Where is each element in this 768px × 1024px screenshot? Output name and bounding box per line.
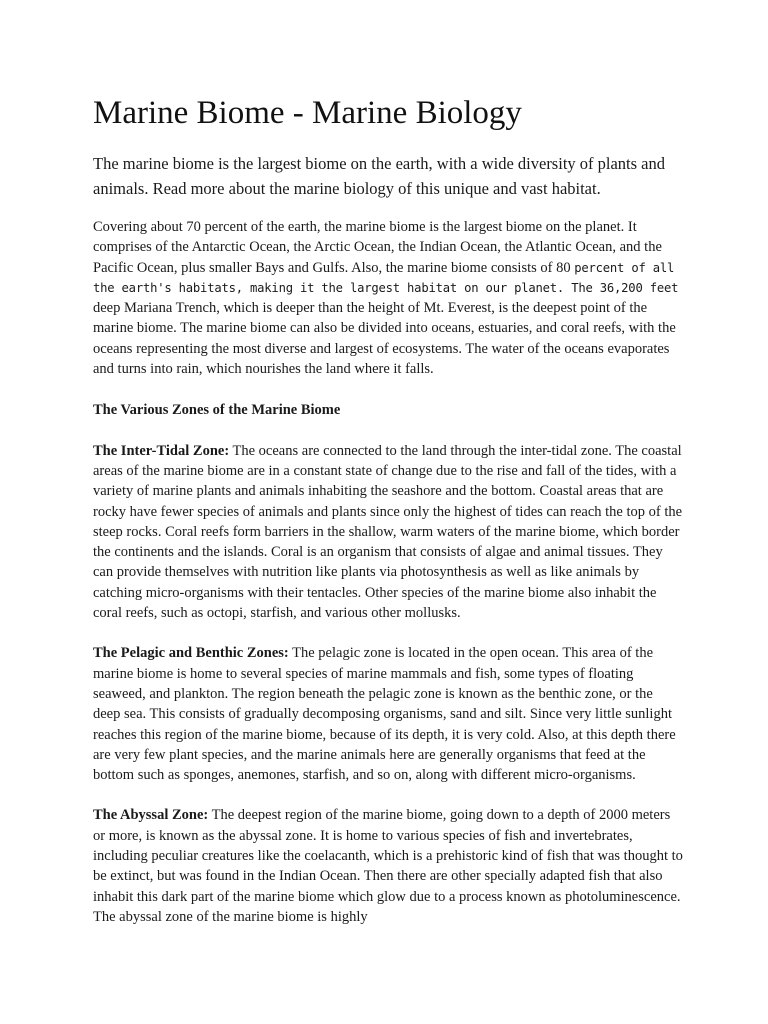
zone-label: The Inter-Tidal Zone: [93, 442, 230, 459]
document-page [93, 92, 683, 927]
zone-text: The deepest region of the marine biome, going down to a depth of 2000 meters or more, is known as the abyssal zone. It is home to various species of fish and invertebrates, including peculiar creatures like the coelacanth, which is a prehistoric kind of fish that was thought to be extinct, but was found in the Indian Ocean. Then there are other specially adapted fish that also inhabit this dark part of the marine biome which glow due to a process known as photoluminescence. The abyssal zone of the marine biome is highly [93, 807, 683, 925]
lead-paragraph: The marine biome is the largest biome on the earth, with a wide diversity of plants and animals. Read more about the marine biology of this unique and vast habitat. [93, 154, 666, 198]
zone-paragraph-inter-tidal [93, 441, 683, 624]
page-title: Marine Biome - Marine Biology [93, 95, 522, 131]
intro-paragraph [93, 217, 683, 379]
intro-text-part-1: Covering about 70 percent of the earth, the marine biome is the largest biome on the planet. It comprises of the Antarctic Ocean, the Arctic Ocean, the Indian Ocean, the Atlantic Ocean, and the Pacific Ocean, plus smaller Bays and Gulfs. Also, the marine biome consists of 80 [93, 219, 662, 276]
zone-text: The oceans are connected to the land through the inter-tidal zone. The coastal areas of the marine biome are in a constant state of change due to the rise and fall of the tides, with a variety of marine plants and animals inhabiting the seashore and the bottom. Coastal areas that are rocky have fewer species of animals and plants since only the highest of tides can reach the top of the steep rocks. Coral reefs form barriers in the shallow, warm waters of the marine biome, which border the continents and the islands. Coral is an organism that consists of algae and animal tissues. They can provide themselves with nutrition like plants via photosynthesis as well as like animals by catching micro-organisms with their tentacles. Other species of the marine biome also inhabit the coral reefs, such as octopi, starfish, and various other mollusks. [93, 442, 683, 622]
zone-paragraph-abyssal [93, 805, 683, 927]
zone-label: The Abyssal Zone: [93, 807, 209, 824]
intro-text-part-3: deep Mariana Trench, which is deeper than the height of Mt. Everest, is the deepest point of the marine biome. The marine biome can also be divided into oceans, estuaries, and coral reefs, with the oceans representing the most diverse and largest of ecosystems. The water of the oceans evaporates and turns into rain, which nourishes the land where it falls. [93, 300, 676, 378]
zone-label: The Pelagic and Benthic Zones: [93, 645, 289, 662]
intro-text-part-2: percent of all the earth's habitats, making it the largest habitat on our planet. The 36,200 feet [93, 260, 679, 295]
section-heading: The Various Zones of the Marine Biome [93, 402, 341, 419]
zone-paragraph-pelagic-benthic [93, 643, 683, 785]
zone-text: The pelagic zone is located in the open ocean. This area of the marine biome is home to several species of marine mammals and fish, some types of floating seaweed, and plankton. The region beneath the pelagic zone is known as the benthic zone, or the deep sea. This consists of gradually decomposing organisms, sand and silt. Since very little sunlight reaches this region of the marine biome, because of its depth, it is very cold. Also, at this depth there are very few plant species, and the marine animals here are generally organisms that feed at the bottom such as sponges, anemones, starfish, and so on, along with different micro-organisms. [93, 645, 676, 784]
